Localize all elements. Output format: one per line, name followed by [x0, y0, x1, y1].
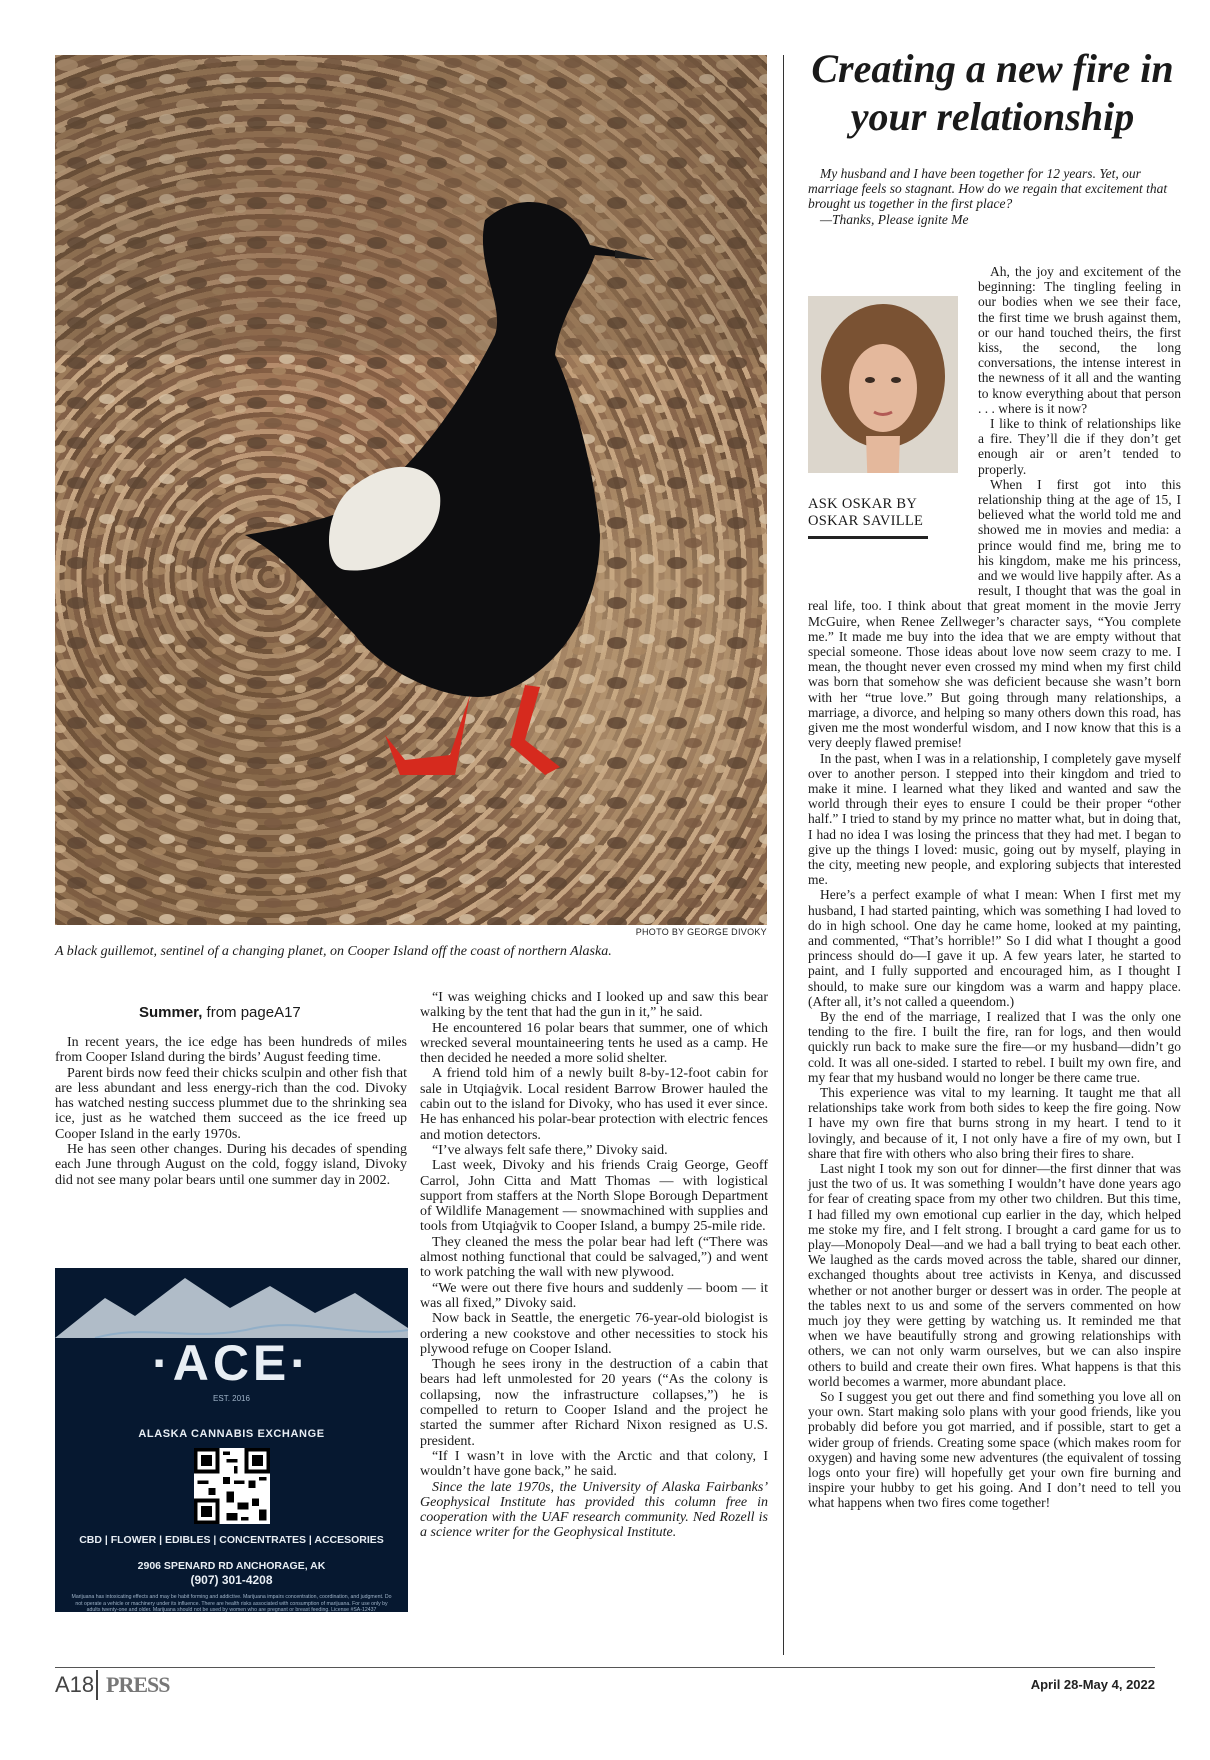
- paragraph: They cleaned the mess the polar bear had left (“There was almost nothing functional that could be salvaged,”) and went to work patching the wall with new plywood.: [420, 1234, 768, 1281]
- paragraph: This experience was vital to my learning. It taught me that all relationships take work from both sides to keep the fire going. Now I have my own fire that burns strong in my heart. I tend to it lovingly, and because of it, I not only have a fire of my own, but I share that fire with others who also bring their fires to share.: [808, 1084, 1181, 1161]
- photo-credit: PHOTO BY GEORGE DIVOKY: [635, 927, 767, 937]
- photo-caption: A black guillemot, sentinel of a changing planet, on Cooper Island off the coast of northern Alaska.: [55, 944, 612, 959]
- paragraph: I like to think of relationships like a fire. They’ll die if they don’t get enough air or aren’t tended to properly.: [978, 416, 1181, 477]
- ad-product-categories: CBD | FLOWER | EDIBLES | CONCENTRATES | ACCESORIES: [79, 1534, 384, 1546]
- kicker-rest: from pageA17: [202, 1004, 301, 1021]
- footer-separator: [96, 1670, 98, 1700]
- paragraph: “If I wasn’t in love with the Arctic and that colony, I wouldn’t have gone back,” he said.: [420, 1448, 768, 1480]
- letter-signoff: —Thanks, Please ignite Me: [820, 211, 969, 227]
- cannabis-advertisement[interactable]: [55, 1268, 408, 1612]
- continuation-kicker: [139, 1004, 407, 1021]
- paragraph: In recent years, the ice edge has been hundreds of miles from Cooper Island during the birds’ August feeding time.: [55, 1035, 407, 1066]
- kicker-word: Summer,: [139, 1004, 203, 1021]
- page-number: A18: [55, 1672, 95, 1697]
- bird-illustration: [55, 55, 767, 925]
- ad-address: 2906 SPENARD RD ANCHORAGE, AK: [137, 1560, 326, 1572]
- letter-text: My husband and I have been together for 12 years. Yet, our marriage feels so stagnant. How do we regain that excitement that brought us together in the first place?: [808, 166, 1168, 212]
- article-column-2: [420, 990, 768, 1541]
- paragraph: “We were out there five hours and suddenly — boom — it was all fixed,” Divoky said.: [420, 1280, 768, 1311]
- paragraph: In the past, when I was in a relationship, I completely gave myself over to another person. I stepped into their kingdom and tried to make it mine. I learned what they liked and wanted and saw the world through their eyes to ensure I could be their proper “other half.” I tried to stand by my prince no matter what, but in doing that, I had no idea I was losing the princess that they had met. I began to give up the things I loved: music, going out by myself, playing in the city, meeting new people, and exploring subjects that interested me.: [808, 750, 1181, 888]
- paragraph: When I first got into this relationship thing at the age of 15, I believed what the world told me and showed me in movies and media: a prince would find me, bring me to his kingdom, make me his princess, and we would live happily after. As a result, I thought that was the goal in real life, too. I think about that great moment in the movie Jerry McGuire, when Renee Zellweger’s character says, “You complete me.” It made me buy into the idea that we are empty without that special someone. Those ideas about love now seem crazy to me. I mean, the thought never even crossed my mind when my first child was born that somehow she was deficient because she wasn’t born with her “true love.” But going through many relationships, a marriage, a divorce, and helping so many others down this road, has given me the most wonderful wisdom, and I now know that this is a very deeply flawed premise!: [808, 476, 1181, 751]
- paragraph: Last week, Divoky and his friends Craig George, Geoff Carrol, John Citta and Matt Thomas — with logistical support from staffers at the North Slope Borough Department of Wildlife Management — snowmachined with supplies and tools from Utqiaġvik to Cooper Island, a bumpy 25-mile ride.: [420, 1158, 768, 1235]
- publication-logo: PRESS: [106, 1672, 170, 1697]
- column-headline: Creating a new fire in your relationship: [811, 46, 1174, 139]
- author-tagline: Since the late 1970s, the University of Alaska Fairbanks’ Geophysical Institute has provided this column free in cooperation with the UAF research community. Ned Rozell is a science writer for the Geophysical Institute.: [420, 1479, 768, 1541]
- paragraph: So I suggest you get out there and find something you love all on your own. Start making solo plans with your good friends, like you probably did before you got married, and if possible, start to get a wider group of friends. Creating some space (which makes room for oxygen) and having some new adventures (the equivalent of tossing logs onto your fire) will hopefully get your own fire burning and inspire your hubby to get his going. And I don’t need to tell you what happens when two fires come together!: [808, 1389, 1181, 1511]
- paragraph: Last night I took my son out for dinner—the first dinner that was just the two of us. It was something I wouldn’t have done years ago for fear of creating space from my other two children. But this time, I had filled my own emotional cup earlier in the day, which helped me stoke my fire, and I felt strong. I brought a card game for us to play—Monopoly Deal—and we had a ball trying to beat each other. We laughed as the cards moved across the table, shared our dinner, exchanged thoughts about tree activists in Kenya, and discussed whether or not another burger or dessert was in order. The people at the tables next to us and some of the servers commented on how much joy they were getting by watching us. It reminded me that when we have beautifully strong and growing relationships with others, we can not only warm ourselves, but we can also inspire others to build and create their own fires. What happens is that this world becomes a warmer, more abundant place.: [808, 1160, 1181, 1389]
- byline-float-spacer: [808, 291, 970, 591]
- ad-fine-print: Marijuana has intoxicating effects and may be habit forming and addictive. Marijuana impairs concentration, coordination, and judgment. Do not operate a vehicle or machinery under its influence. There are health risks associated with consumption of marijuana. For use only by adults twenty-one and older. Marijuana should not be used by women who are pregnant or breast feeding. License #SA-12437: [71, 1594, 392, 1612]
- column-divider: [783, 55, 784, 1655]
- paragraph: A friend told him of a newly built 8-by-12-foot cabin for sale in Utqiaġvik. Local resident Barrow Brower hauled the cabin out to the island for Divoky, who has used it ever since. He has enhanced his polar-bear protection with electric fences and motion detectors.: [420, 1066, 769, 1143]
- issue-date: April 28-May 4, 2022: [1030, 1677, 1155, 1692]
- paragraph: He has seen other changes. During his decades of spending each June through August on the cold, foggy island, Divoky did not see many polar bears until one summer day in 2002.: [55, 1142, 407, 1188]
- paragraph: Ah, the joy and excitement of the beginning: The tingling feeling in our bodies when we see their face, the first time we brush against them, or our hand touched theirs, the first kiss, the second, the long conversations, the intense interest in the newness of it all and the wanting to know everything about that person . . . where is it now?: [978, 264, 1181, 416]
- qr-code-icon[interactable]: [194, 1448, 270, 1524]
- column-body: [808, 264, 1181, 1511]
- paragraph: By the end of the marriage, I realized that I was the only one tending to the fire. I built the fire, ran for logs, and then would quickly run back to make sure the fire—or my husband—didn’t go cold. It was all one-sided. I started to rebel. I built my own fire, and my fear that my husband would no longer be there came true.: [808, 1008, 1181, 1085]
- paragraph: Here’s a perfect example of what I mean: When I first met my husband, I had started painting, which was something I had loved to do in high school. One day he came home, looked at my painting, and commented, “That’s horrible!” So I did what I thought a good princess should do—I gave it up. A few years later, he started to paint, and I fully supported and encouraged him, as I thought I should, to make sure our kingdom was a warm and happy place. (After all, it’s not called a queendom.): [808, 887, 1181, 1009]
- footer-rule: [55, 1667, 1155, 1668]
- article-column-1: [55, 1004, 407, 1188]
- paragraph: “I’ve always felt safe there,” Divoky said.: [432, 1142, 668, 1158]
- paragraph: Though he sees irony in the destruction of a cabin that bears had left unmolested for 20 years (“As the colony is collapsing, now the infrastructure collapses,”) he is compelled to return to Cooper Island and the project he started the summer after Richard Nixon resigned as U.S. president.: [420, 1357, 768, 1449]
- paragraph: He encountered 16 polar bears that summer, one of which wrecked several mountaineering tents he used as a camp. He then decided he needed a more solid shelter.: [420, 1020, 768, 1067]
- ad-phone[interactable]: (907) 301-4208: [190, 1573, 273, 1587]
- ad-business-name: ALASKA CANNABIS EXCHANGE: [138, 1428, 325, 1440]
- paragraph: “I was weighing chicks and I looked up and saw this bear walking by the tent that had the gun in it,” he said.: [420, 990, 768, 1021]
- mountain-icon: [55, 1268, 408, 1338]
- ad-established: EST. 2016: [213, 1394, 250, 1403]
- guillemot-photo: [55, 55, 767, 925]
- paragraph: Now back in Seattle, the energetic 76-year-old biologist is ordering a new cookstove and other necessities to stock his plywood refuge on Cooper Island.: [420, 1311, 768, 1357]
- ad-brand-logo: ·ACE·: [152, 1335, 311, 1391]
- paragraph: Parent birds now feed their chicks sculpin and other fish that are less abundant and less energy-rich than the cod. Divoky has watched nesting success plummet due to the shrinking sea ice, just as he watched them succeed as the ice freed up Cooper Island in the early 1970s.: [55, 1065, 407, 1142]
- byline: ASK OSKAR BY OSKAR SAVILLE: [808, 496, 924, 529]
- reader-letter: [808, 166, 1181, 227]
